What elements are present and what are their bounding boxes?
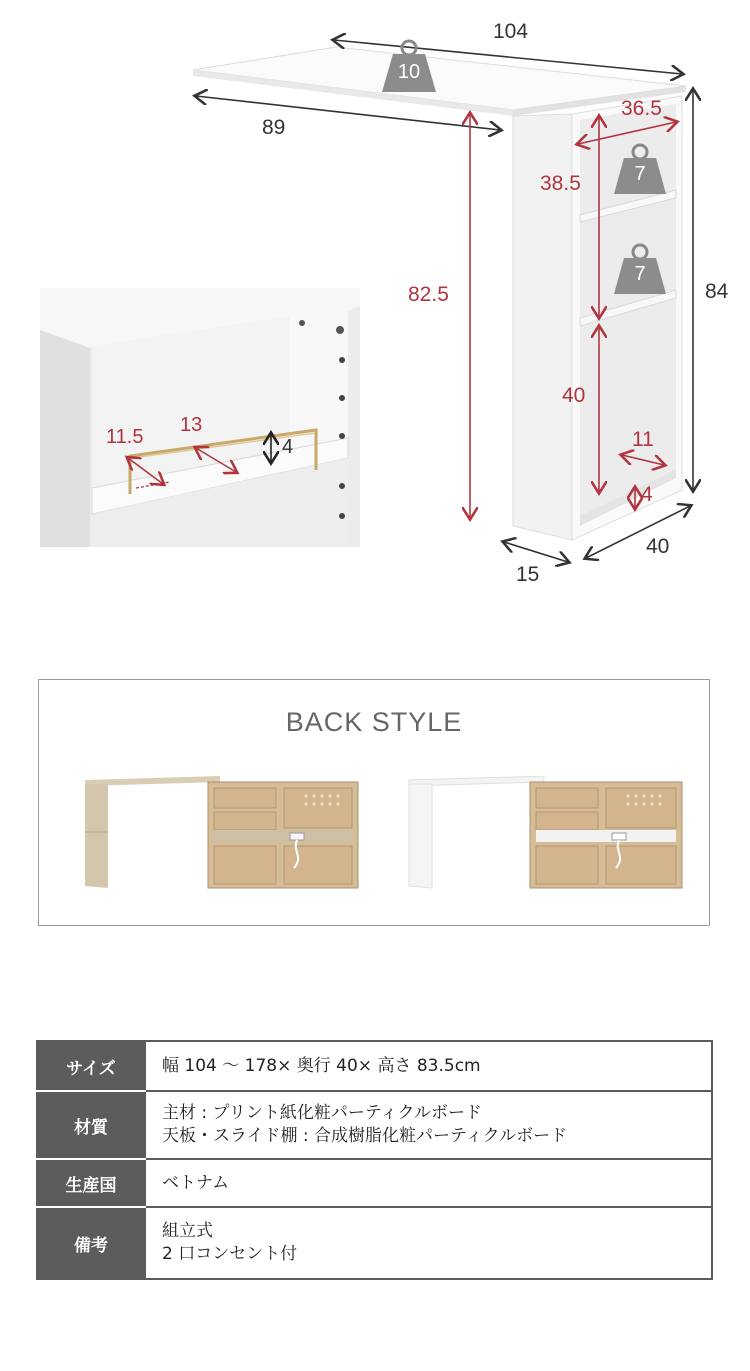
- label-rail-width: 11.5: [106, 426, 144, 448]
- label-rail-height: 4: [282, 436, 294, 458]
- spec-label-notes: 備考: [37, 1207, 145, 1279]
- spec-value-outlet: 2 口コンセント付: [162, 1244, 298, 1264]
- spec-label-country: 生産国: [37, 1159, 145, 1207]
- spec-value-material-main: 主材 : プリント紙化粧パーティクルボード: [162, 1103, 482, 1123]
- spec-row-country: [37, 1159, 712, 1207]
- back-style-natural-image: [80, 776, 362, 890]
- spec-table: [36, 1040, 713, 1280]
- label-bottom-depth: 11: [632, 428, 654, 451]
- spec-row-size: [37, 1041, 712, 1091]
- label-base-gap: 4: [641, 483, 653, 506]
- spec-label-material: 材質: [37, 1091, 145, 1159]
- label-height-total: 84: [705, 280, 729, 303]
- spec-value-size: 幅 104 〜 178× 奥行 40× 高さ 83.5cm: [162, 1055, 481, 1076]
- label-rail-length: 13: [180, 414, 203, 436]
- label-width-top: 89: [262, 116, 286, 139]
- spec-value-country: ベトナム: [162, 1172, 230, 1193]
- spec-row-material: [37, 1091, 712, 1159]
- label-leg-depth: 40: [646, 535, 670, 558]
- spec-value-material-top: 天板・スライド棚 : 合成樹脂化粧パーティクルボード: [162, 1126, 568, 1146]
- label-width-total: 104: [493, 20, 529, 43]
- weight-label-shelf-2: 7: [634, 263, 646, 285]
- weight-label-shelf-1: 7: [634, 163, 646, 185]
- label-depth-shelf: 36.5: [621, 97, 662, 120]
- label-leg-width: 15: [516, 563, 540, 586]
- weight-label-top: 10: [397, 61, 421, 83]
- back-style-title: BACK STYLE: [285, 707, 463, 737]
- back-style-white-image: [404, 776, 686, 890]
- label-shelf-gap-lower: 40: [562, 384, 586, 407]
- spec-label-size: サイズ: [37, 1041, 145, 1091]
- spec-row-notes: [37, 1207, 712, 1279]
- label-height-desk: 82.5: [408, 283, 449, 306]
- spec-value-assembly: 組立式: [162, 1221, 213, 1241]
- desk-top: [193, 47, 686, 116]
- label-shelf-gap-upper: 38.5: [540, 172, 581, 195]
